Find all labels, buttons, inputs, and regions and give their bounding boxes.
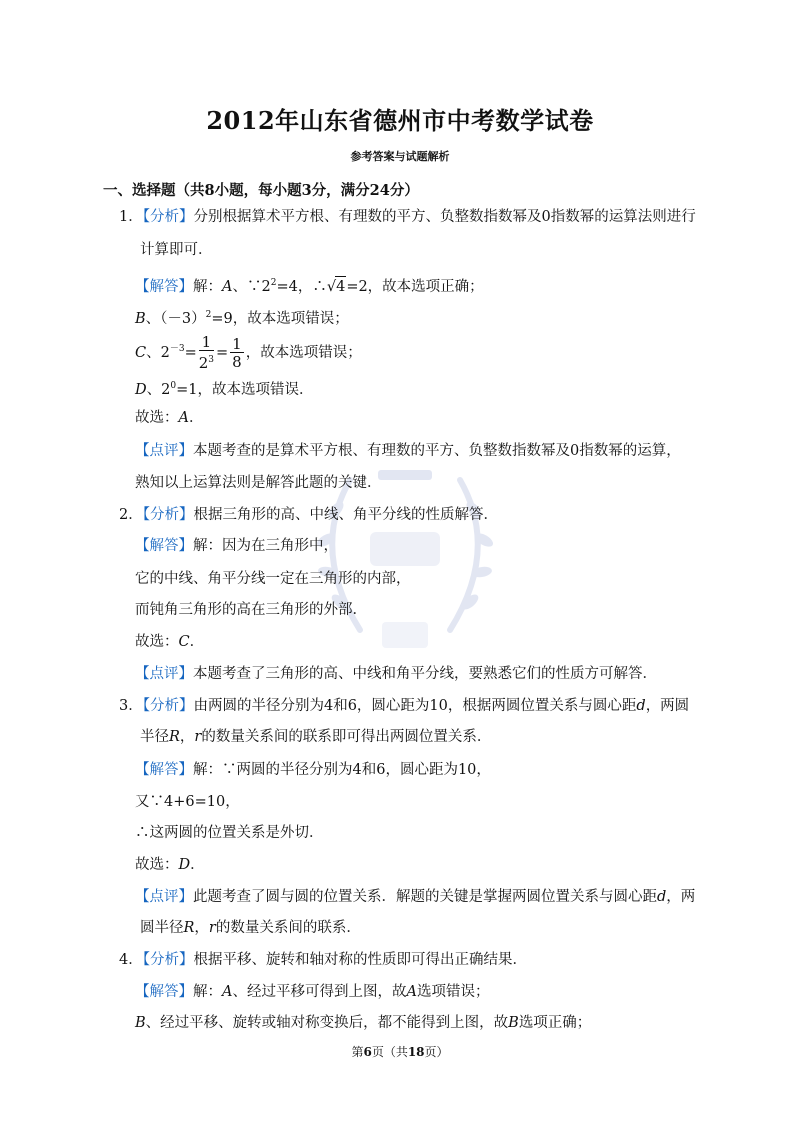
comment-tag: 【点评】	[135, 666, 193, 682]
page-total: 18	[407, 1045, 425, 1059]
q1-answer-b: B、$(-3)^2=9$，故本选项错误；	[135, 310, 349, 327]
q1-comment-cont: 熟知以上运算法则是解答此题的关键．	[135, 475, 382, 491]
analysis-tag: 【分析】	[142, 698, 194, 714]
question-number: 3．	[119, 698, 143, 714]
q3-answer-line2: 又∵4+6=10，	[135, 794, 240, 810]
question-number: 4．	[119, 952, 143, 968]
q1-analysis-cont: 计算即可．	[140, 242, 213, 258]
q2-analysis: 2．【分析】根据三角形的高、中线、角平分线的性质解答．	[119, 507, 498, 523]
section-heading: 一、选择题（共8小题，每小题3分，满分24分）	[103, 182, 419, 199]
q3-answer: 【解答】解：∵两圆的半径分别为4和6，圆心距为10，	[135, 762, 491, 778]
answer-tag: 【解答】	[135, 538, 193, 554]
answer-tag: 【解答】	[135, 279, 193, 295]
q3-analysis-cont: 半径R，r的数量关系间的联系即可得出两圆位置关系．	[140, 729, 492, 745]
q4-answer-b: B、经过平移、旋转或轴对称变换后，都不能得到上图，故B选项正确；	[135, 1015, 592, 1031]
q2-answer: 【解答】解：因为在三角形中，	[135, 538, 338, 554]
question-number: 1．	[119, 209, 143, 225]
question-number: 2．	[119, 507, 143, 523]
q1-analysis	[119, 207, 696, 227]
sqrt-symbol: √	[326, 279, 337, 295]
answer-tag: 【解答】	[135, 762, 193, 778]
q1-answer-c: C、$2^{-3}=$ $\frac{1}{2^3}$ = $\frac{1}{8}$ ，故本选项错误；	[135, 333, 362, 372]
analysis-tag: 【分析】	[142, 952, 194, 968]
q3-comment-cont: 圆半径R，r的数量关系间的联系．	[140, 920, 361, 936]
q2-answer-line3: 而钝角三角形的高在三角形的外部．	[135, 602, 367, 618]
q1-answer-a: 【解答】解：A、$\because 2^2=4$，∴√4=2，故本选项正确；	[135, 278, 484, 295]
document-subtitle: 参考答案与试题解析	[350, 150, 450, 163]
q3-choice: 故选：D．	[135, 857, 205, 873]
q2-answer-line2: 它的中线、角平分线一定在三角形的内部，	[135, 571, 411, 587]
answer-tag: 【解答】	[135, 984, 193, 1000]
q1-choice: 故选：A．	[135, 410, 204, 426]
page-number: 6	[363, 1045, 372, 1059]
q2-choice: 故选：C．	[135, 634, 205, 650]
q2-comment: 【点评】本题考查了三角形的高、中线和角平分线，要熟悉它们的性质方可解答．	[135, 666, 657, 682]
analysis-text: 分别根据算术平方根、有理数的平方、负整数指数幂及0指数幂的运算法则进行	[193, 209, 696, 225]
radicand: 4	[335, 276, 346, 297]
fraction-one-over-eight: $\frac{1}{8}$	[232, 334, 242, 371]
comment-tag: 【点评】	[135, 889, 193, 905]
comment-tag: 【点评】	[135, 443, 193, 459]
page-footer: 第6页（共18页）	[351, 1045, 449, 1059]
q3-answer-line3: ∴这两圆的位置关系是外切．	[135, 825, 324, 841]
q1-comment: 【点评】本题考查的是算术平方根、有理数的平方、负整数指数幂及0指数幂的运算，	[135, 443, 681, 459]
q4-answer-a: 【解答】解：A、经过平移可得到上图，故A选项错误；	[135, 984, 490, 1000]
analysis-tag: 【分析】	[142, 209, 194, 225]
q4-analysis: 4．【分析】根据平移、旋转和轴对称的性质即可得出正确结果．	[119, 952, 527, 968]
q1-answer-d: D、$2^0=1$，故本选项错误．	[135, 381, 314, 398]
q3-comment: 【点评】此题考查了圆与圆的位置关系．解题的关键是掌握两圆位置关系与圆心距d，两	[135, 889, 696, 905]
document-title: 2012年山东省德州市中考数学试卷	[206, 106, 594, 135]
q3-analysis: 3．【分析】由两圆的半径分别为4和6，圆心距为10，根据两圆位置关系与圆心距d，两圆	[119, 698, 690, 714]
analysis-tag: 【分析】	[142, 507, 194, 523]
fraction-one-over-two-cubed: $\frac{1}{2^3}$	[198, 333, 215, 372]
